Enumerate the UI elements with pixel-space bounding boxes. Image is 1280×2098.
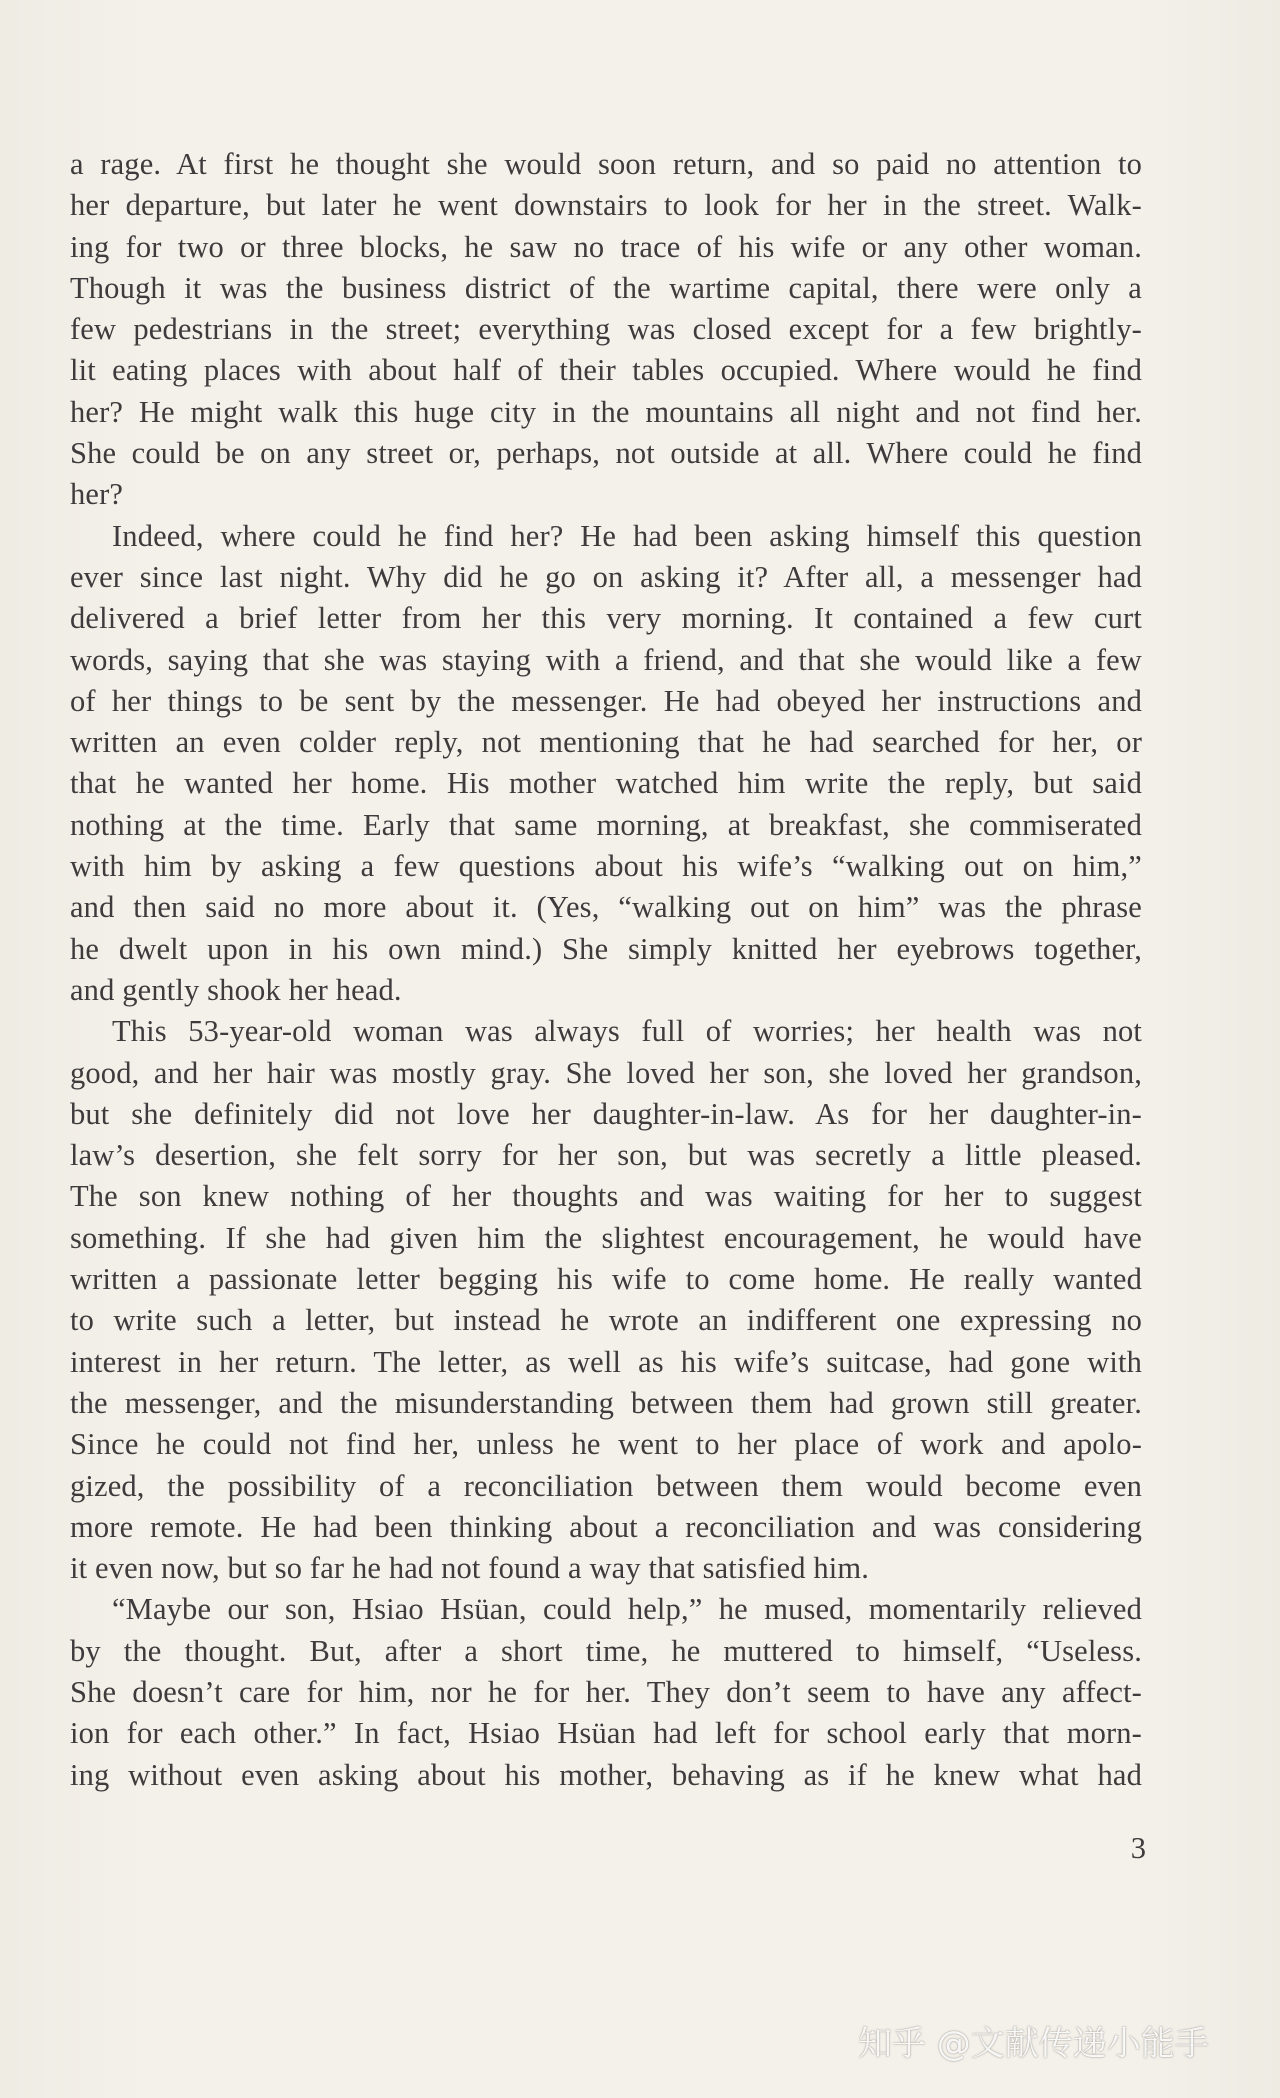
text-line: her? He might walk this huge city in the mountains all night and not find her.: [70, 394, 1142, 429]
text-line: her?: [70, 477, 124, 512]
text-line: ing for two or three blocks, he saw no trace of his wife or any other woman.: [70, 229, 1142, 264]
text-line: few pedestrians in the street; everything was closed except for a few brightly-: [70, 312, 1142, 347]
text-line: good, and her hair was mostly gray. She loved her son, she loved her grandson,: [70, 1055, 1142, 1090]
text-line: and then said no more about it. (Yes, “walking out on him” was the phrase: [70, 890, 1142, 925]
text-line: She could be on any street or, perhaps, not outside at all. Where could he find: [70, 436, 1142, 471]
text-line: Indeed, where could he find her? He had been asking himself this question: [112, 518, 1142, 553]
text-line: of her things to be sent by the messenger. He had obeyed her instructions and: [70, 683, 1142, 718]
text-line: law’s desertion, she felt sorry for her son, but was secretly a little pleased.: [70, 1138, 1142, 1173]
paragraph: [70, 1011, 1142, 1589]
text-line: he dwelt upon in his own mind.) She simply knitted her eyebrows together,: [70, 931, 1142, 966]
text-line: the messenger, and the misunderstanding between them had grown still greater.: [70, 1385, 1142, 1420]
text-line: written an even colder reply, not mentioning that he had searched for her, or: [70, 725, 1142, 760]
text-line: written a passionate letter begging his wife to come home. He really wanted: [70, 1262, 1142, 1297]
text-line: interest in her return. The letter, as well as his wife’s suitcase, had gone with: [70, 1344, 1142, 1379]
text-line: lit eating places with about half of their tables occupied. Where would he find: [70, 353, 1142, 388]
text-line: and gently shook her head.: [70, 972, 402, 1007]
text-line: “Maybe our son, Hsiao Hsüan, could help,” he mused, momentarily relieved: [112, 1592, 1142, 1627]
text-line: more remote. He had been thinking about a reconciliation and was considering: [70, 1509, 1142, 1544]
text-line: ever since last night. Why did he go on asking it? After all, a messenger had: [70, 559, 1142, 594]
text-line: gized, the possibility of a reconciliation between them would become even: [70, 1468, 1142, 1503]
paragraph: [70, 144, 1142, 516]
text-line: that he wanted her home. His mother watched him write the reply, but said: [70, 766, 1142, 801]
watermark: 知乎 @文献传递小能手: [858, 2024, 1209, 2064]
text-line: ing without even asking about his mother, behaving as if he knew what had: [70, 1757, 1142, 1792]
text-line: She doesn’t care for him, nor he for her. They don’t seem to have any affect-: [70, 1674, 1142, 1709]
paragraph: [70, 516, 1142, 1012]
text-line: to write such a letter, but instead he wrote an indifferent one expressing no: [70, 1303, 1142, 1338]
text-line: something. If she had given him the slightest encouragement, he would have: [70, 1220, 1142, 1255]
text-line: Since he could not find her, unless he went to her place of work and apolo-: [70, 1427, 1142, 1462]
text-line: The son knew nothing of her thoughts and was waiting for her to suggest: [70, 1179, 1142, 1214]
text-line: words, saying that she was staying with a friend, and that she would like a few: [70, 642, 1142, 677]
text-line: but she definitely did not love her daughter-in-law. As for her daughter-in-: [70, 1096, 1142, 1131]
text-line: This 53-year-old woman was always full of worries; her health was not: [112, 1014, 1142, 1049]
text-line: by the thought. But, after a short time, he muttered to himself, “Useless.: [70, 1633, 1142, 1668]
page-number: 3: [1130, 1831, 1146, 1865]
text-line: a rage. At first he thought she would soon return, and so paid no attention to: [70, 147, 1142, 181]
text-line: delivered a brief letter from her this very morning. It contained a few curt: [70, 601, 1142, 636]
text-line: ion for each other.” In fact, Hsiao Hsüan had left for school early that morn-: [70, 1716, 1142, 1751]
text-line: with him by asking a few questions about his wife’s “walking out on him,”: [70, 849, 1142, 884]
text-line: her departure, but later he went downstairs to look for her in the street. Walk-: [70, 188, 1142, 223]
body-text: [70, 144, 1142, 1796]
text-line: nothing at the time. Early that same morning, at breakfast, she commiserated: [70, 807, 1142, 842]
text-line: Though it was the business district of the wartime capital, there were only a: [70, 270, 1142, 305]
paragraph: [70, 1589, 1142, 1795]
text-line: it even now, but so far he had not found a way that satisfied him.: [70, 1551, 870, 1586]
